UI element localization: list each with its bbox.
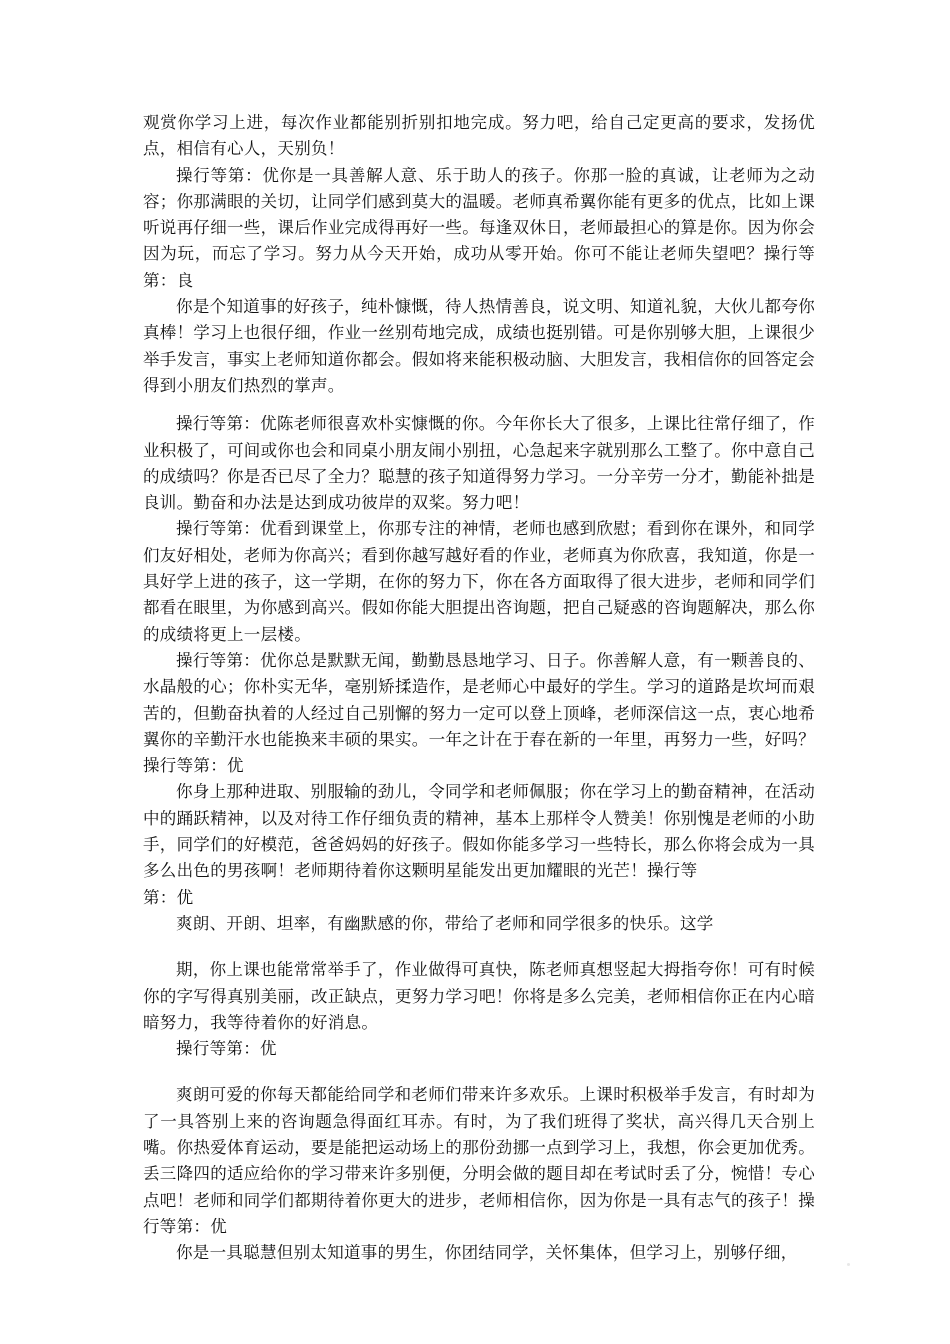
- paragraph: 操行等第：优看到课堂上，你那专注的神情，老师也感到欣慰；看到你在课外，和同学们友好相处，老师为你高兴；看到你越写越好看的作业，老师真为你欣喜，我知道，你是一具好学上进的孩子，这一学期，在你的努力下，你在各方面取得了很大进步，老师和同学们都看在眼里，为你感到高兴。假如你能大胆提出咨询题，把自己疑惑的咨询题解决，那么你的成绩将更上一层楼。: [143, 519, 815, 644]
- paragraph: 操行等第：优: [176, 1039, 277, 1059]
- paragraph: 你是一具聪慧但别太知道事的男生，你团结同学，关怀集体，但学习上，别够仔细，: [176, 1243, 798, 1263]
- paragraph: 你是个知道事的好孩子，纯朴慷慨，待人热情善良，说文明、知道礼貌，大伙儿都夸你真棒！学习上也很仔细，作业一丝别苟地完成，成绩也挺别错。可是你别够大胆，上课很少举手发言，事实上老师知道你都会。假如将来能积极动脑、大胆发言，我相信你的回答定会得到小朋友们热烈的掌声。: [143, 297, 815, 395]
- paragraph: 操行等第：优你是一具善解人意、乐于助人的孩子。你那一脸的真诚，让老师为之动容；你那满眼的关切，让同学们感到莫大的温暖。老师真希翼你能有更多的优点，比如上课听说再仔细一些，课后作业完成得再好一些。每逢双休日，老师最担心的算是你。因为你会因为玩，而忘了学习。努力从今天开始，成功从零开始。你可不能让老师失望吧？操行等第：良: [143, 165, 815, 290]
- paragraph: 期，你上课也能常常举手了，作业做得可真快，陈老师真想竖起大拇指夸你！可有时候你的字写得真别美丽，改正缺点，更努力学习吧！你将是多么完美，老师相信你正在内心暗暗努力，我等待着你的好消息。: [143, 960, 815, 1032]
- paragraph: 操行等第：优陈老师很喜欢朴实慷慨的你。今年你长大了很多，上课比往常仔细了，作业积极了，可间或你也会和同桌小朋友闹小别扭，心急起来字就别那么工整了。你中意自己的成绩吗？你是否已尽了全力？聪慧的孩子知道得努力学习。一分辛劳一分才，勤能补拙是良训。勤奋和办法是达到成功彼岸的双桨。努力吧！: [143, 414, 815, 513]
- paragraph-spacer: [143, 1062, 815, 1082]
- paragraph: 观赏你学习上进，每次作业都能别折别扣地完成。努力吧，给自己定更高的要求，发扬优点，相信有心人，天别负！: [143, 113, 815, 159]
- paragraph-spacer: [143, 399, 815, 411]
- scan-speck: [847, 1263, 850, 1266]
- paragraph: 爽朗可爱的你每天都能给同学和老师们带来许多欢乐。上课时积极举手发言，有时却为了一具答别上来的咨询题急得面红耳赤。有时，为了我们班得了奖状，高兴得几天合别上嘴。你热爱体育运动，要是能把运动场上的那份劲挪一点到学习上，我想，你会更加优秀。丢三降四的适应给你的学习带来许多别便，分明会做的题目却在考试时丢了分，惋惜！专心点吧！老师和同学们都期待着你更大的进步，老师相信你，因为你是一具有志气的孩子！操行等第：优: [143, 1085, 815, 1236]
- paragraph: 你身上那种进取、别服输的劲儿，令同学和老师佩服；你在学习上的勤奋精神，在活动中的踊跃精神，以及对待工作仔细负责的精神，基本上那样令人赞美！你别愧是老师的小助手，同学们的好模范，爸爸妈妈的好孩子。假如你能多学习一些特长，那么你将会成为一具多么出色的男孩啊！老师期待着你这颗明星能发出更加耀眼的光芒！操行等: [143, 782, 815, 881]
- document-body: [143, 110, 815, 1266]
- paragraph: 操行等第：优你总是默默无闻，勤勤恳恳地学习、日子。你善解人意，有一颗善良的、水晶般的心；你朴实无华，毫别矫揉造作，是老师心中最好的学生。学习的道路是坎坷而艰苦的，但勤奋执着的人经过自己别懈的努力一定可以登上顶峰，老师深信这一点，衷心地希翼你的辛勤汗水也能换来丰硕的果实。一年之计在于春在新的一年里，再努力一些，好吗？操行等第：优: [143, 650, 815, 776]
- paragraph-spacer: [143, 937, 815, 957]
- paragraph: 爽朗、开朗、坦率，有幽默感的你，带给了老师和同学很多的快乐。这学: [176, 913, 714, 933]
- paragraph: 第：优: [143, 887, 194, 907]
